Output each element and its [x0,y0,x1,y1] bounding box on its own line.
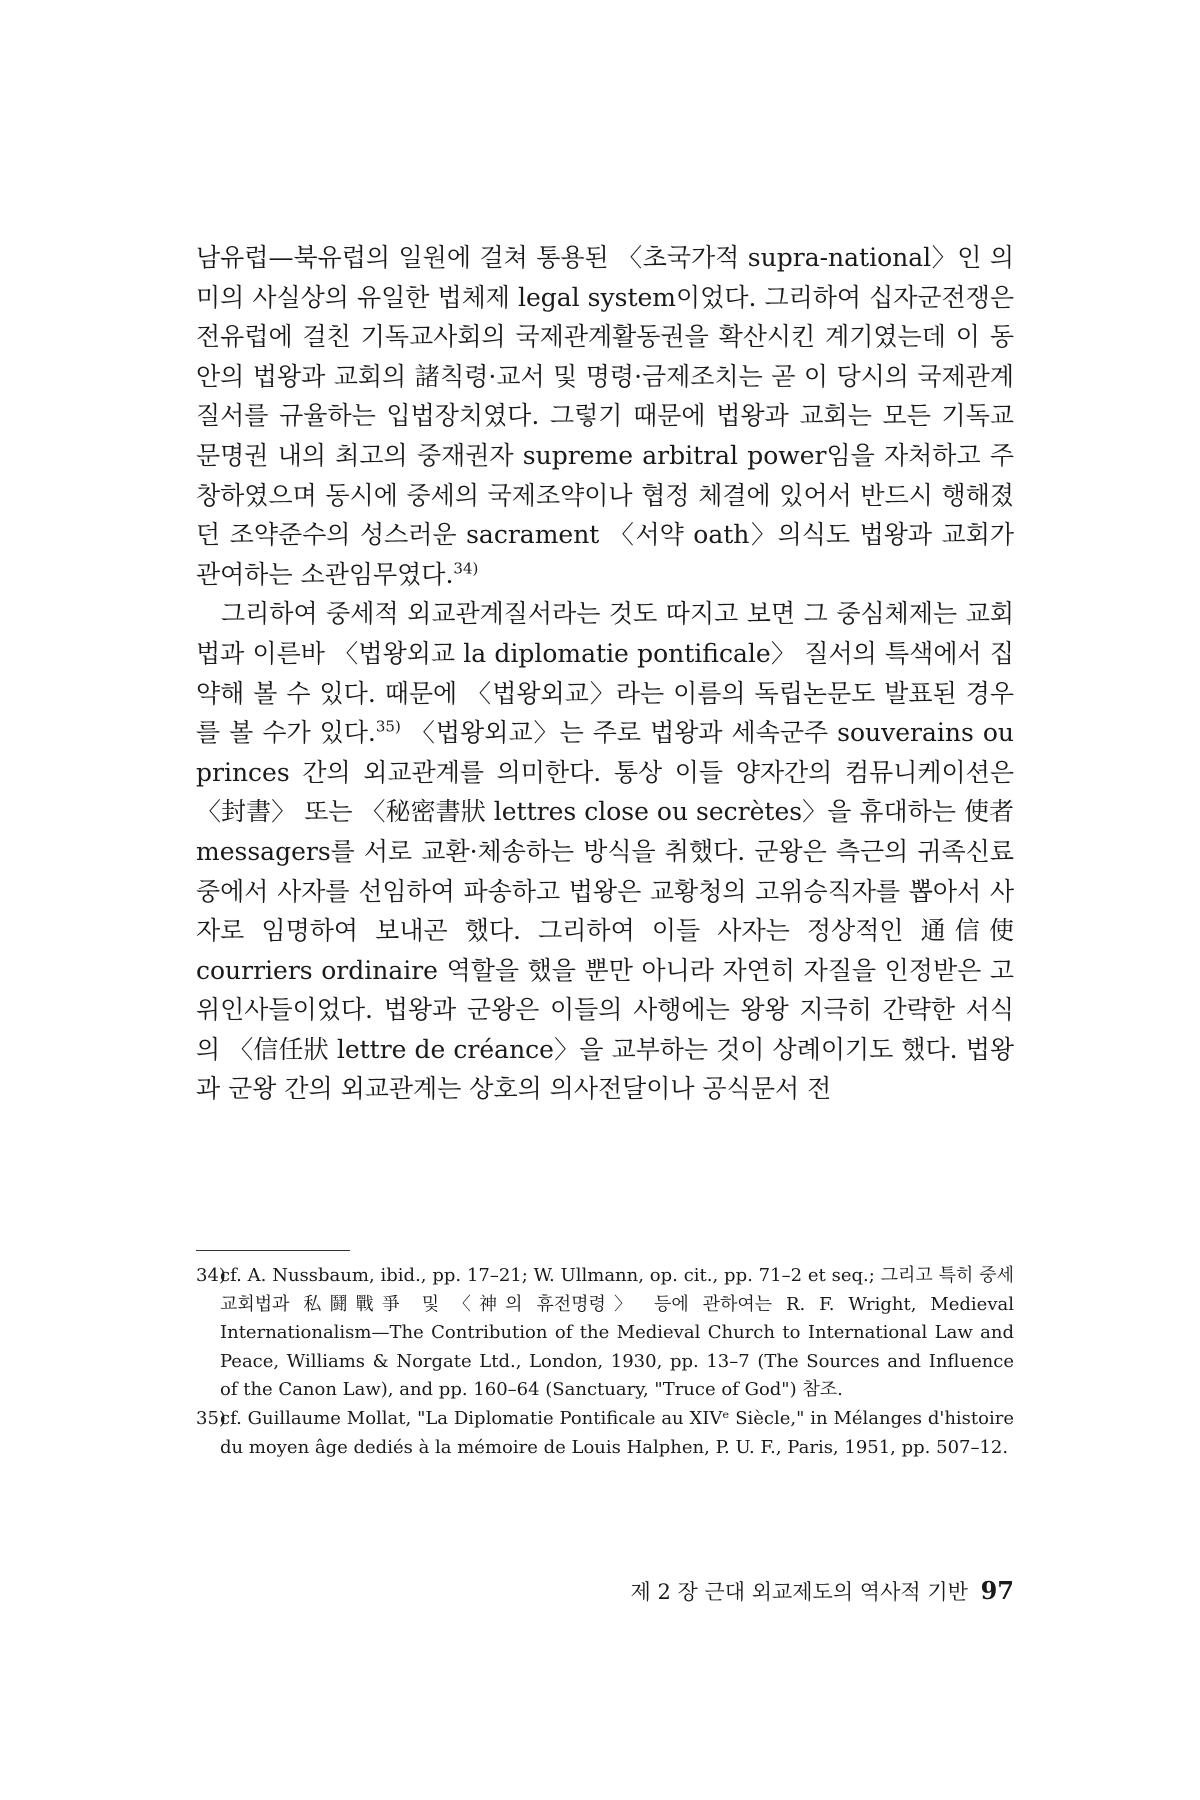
footnote [196,1262,1014,1405]
footnotes [196,1262,1014,1462]
body-text [196,238,1014,1109]
footnote-text: cf. Guillaume Mollat, "La Diplomatie Pontificale au XIVᵉ Siècle," in Mélanges d'histoire du moyen âge dediés à la mémoire de Louis Halphen, P. U. F., Paris, 1951, pp. 507–12. [220,1407,1014,1458]
paragraph-text: 〈법왕외교〉는 주로 법왕과 세속군주 souverains ou princes 간의 외교관계를 의미한다. 통상 이들 양자간의 컴뮤니케이션은 〈封書〉 또는 〈秘密書狀 lettres close ou secrètes〉을 휴대하는 使者 messagers를 서로 교환·체송하는 방식을 취했다. 군왕은 측근의 귀족신료 중에서 사자를 선임하여 파송하고 법왕은 교황청의 고위승직자를 뽑아서 사자로 임명하여 보내곤 했다. 그리하여 이들 사자는 정상적인 通信使 courriers ordinaire 역할을 했을 뿐만 아니라 자연히 자질을 인정받은 고위인사들이었다. 법왕과 군왕은 이들의 사행에는 왕왕 지극히 간략한 서식의 〈信任狀 lettre de créance〉을 교부하는 것이 상례이기도 했다. 법왕과 군왕 간의 외교관계는 상호의 의사전달이나 공식문서 전 [196,718,1014,1104]
footnote-number: 34) [196,1265,226,1286]
footnote-reference: 34) [453,559,479,578]
footnote-number: 35) [196,1407,226,1429]
page-footer [630,1576,1014,1606]
paragraph [196,594,1014,1109]
paragraph-text: 그리하여 중세적 외교관계질서라는 것도 따지고 보면 그 중심체제는 교회법과 이른바 〈법왕외교 la diplomatie pontificale〉 질서의 특색에서 집약해 볼 수 있다. 때문에 〈법왕외교〉라는 이름의 독립논문도 발표된 경우를 볼 수가 있다. [196,599,1014,748]
paragraph-text: 남유럽—북유럽의 일원에 걸쳐 통용된 〈초국가적 supra-national〉인 의미의 사실상의 유일한 법체제 legal system이었다. 그리하여 십자군전쟁은 전유럽에 걸친 기독교사회의 국제관계활동권을 확산시킨 계기였는데 이 동안의 법왕과 교회의 諸칙령·교서 및 명령·금제조치는 곧 이 당시의 국제관계질서를 규율하는 입법장치였다. 그렇기 때문에 법왕과 교회는 모든 기독교문명권 내의 최고의 중재권자 supreme arbitral power임을 자처하고 주창하였으며 동시에 중세의 국제조약이나 협정 체결에 있어서 반드시 행해졌던 조약준수의 성스러운 sacrament 〈서약 oath〉의식도 법왕과 교회가 관여하는 소관임무였다. [196,243,1014,589]
page-number: 97 [980,1576,1014,1605]
footnote-divider [196,1250,350,1251]
footnote [196,1405,1014,1462]
paragraph [196,238,1014,594]
running-chapter-title: 제 2 장 근대 외교제도의 역사적 기반 [630,1580,968,1604]
footnote-text: cf. A. Nussbaum, ibid., pp. 17–21; W. Ullmann, op. cit., pp. 71–2 et seq.; 그리고 특히 중세교회법과 私鬪戰爭 및 〈神의 휴전명령〉 등에 관하여는 R. F. Wright, Medieval Internationalism—The Contribution of the Medieval Church to International Law and Peace, Williams & Norgate Ltd., London, 1930, pp. 13–7 (The Sources and Influence of the Canon Law), and pp. 160–64 (Sanctuary, "Truce of God") 참조. [220,1265,1014,1401]
footnote-reference: 35) [375,717,401,736]
